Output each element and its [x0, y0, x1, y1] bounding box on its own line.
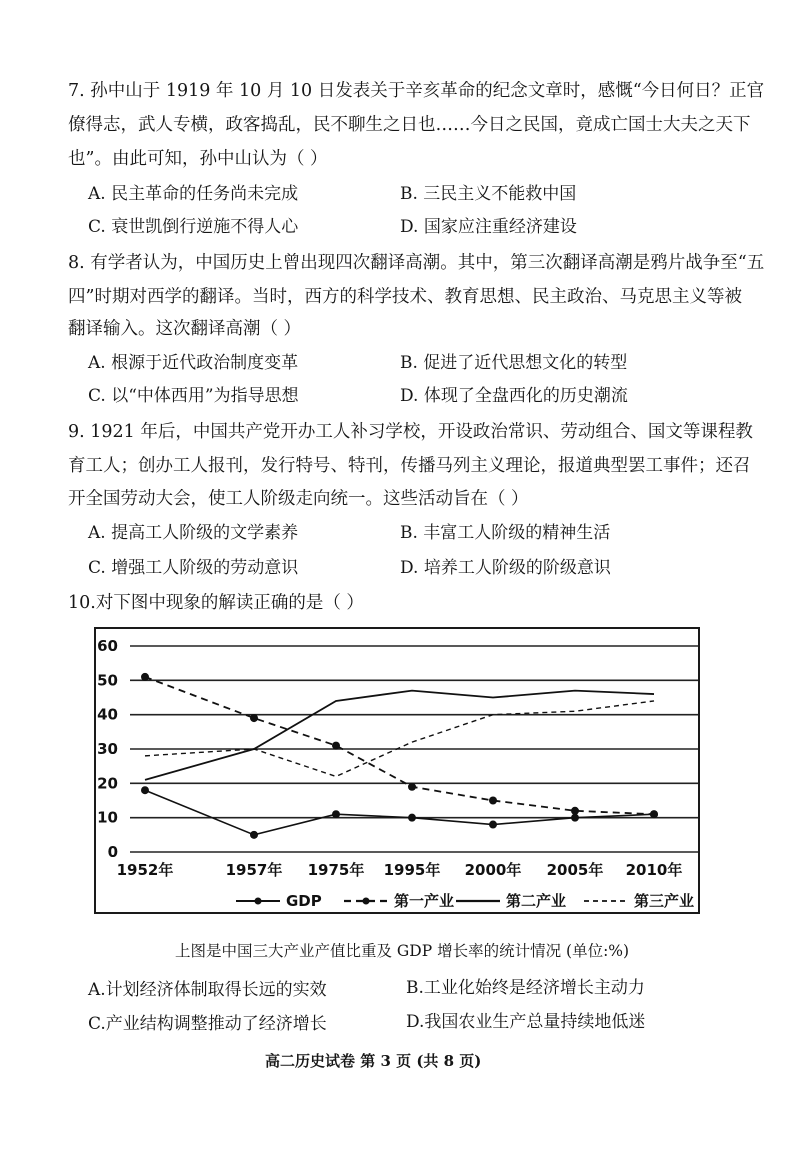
x-tick-label: 1975年	[307, 861, 365, 879]
q7-stem-line-1: 7. 孙中山于 1919 年 10 月 10 日发表关于辛亥革命的纪念文章时，感慨“今日何日？正官	[68, 81, 765, 101]
q9-option-b[interactable]: B. 丰富工人阶级的精神生活	[400, 523, 611, 543]
q9-stem-line-3: 开全国劳动大会，使工人阶级走向统一。这些活动旨在（ ）	[68, 489, 529, 509]
q10-option-c[interactable]: C.产业结构调整推动了经济增长	[88, 1014, 327, 1034]
legend-label-1: GDP	[286, 892, 322, 910]
legend-label-2: 第一产业	[394, 892, 455, 910]
legend-marker-1	[255, 898, 262, 905]
series-line-3	[145, 691, 654, 780]
industry-chart	[94, 627, 700, 914]
q9-stem-line-2: 育工人；创办工人报刊，发行特号、特刊，传播马列主义理论，报道典型罢工事件；还召	[68, 456, 751, 476]
page-footer: 高二历史试卷 第 3 页 (共 8 页)	[265, 1052, 482, 1070]
series-2-point	[141, 673, 149, 681]
chart-series	[141, 673, 658, 839]
q10-option-a[interactable]: A.计划经济体制取得长远的实效	[88, 980, 327, 1000]
series-1-point	[250, 831, 258, 839]
x-tick-label: 1957年	[225, 861, 283, 879]
chart-legend	[236, 892, 694, 910]
legend-label-3: 第二产业	[506, 892, 567, 910]
series-2-point	[650, 810, 658, 818]
y-tick-label: 40	[97, 705, 118, 724]
q7-stem-line-2: 僚得志，武人专横，政客捣乱，民不聊生之日也……今日之民国，竟成亡国士大夫之天下	[68, 115, 751, 135]
x-tick-label: 2010年	[625, 861, 683, 879]
q8-option-d[interactable]: D. 体现了全盘西化的历史潮流	[400, 386, 628, 406]
q8-stem-line-1: 8. 有学者认为，中国历史上曾出现四次翻译高潮。其中，第三次翻译高潮是鸦片战争至“五	[68, 253, 765, 273]
x-tick-labels	[117, 861, 683, 879]
legend-label-4: 第三产业	[634, 892, 695, 910]
series-1-point	[332, 810, 340, 818]
y-tick-label: 0	[107, 843, 118, 861]
q7-option-a[interactable]: A. 民主革命的任务尚未完成	[88, 184, 299, 204]
series-line-4	[145, 701, 654, 777]
q10-option-d[interactable]: D.我国农业生产总量持续地低迷	[406, 1012, 646, 1032]
q8-option-c[interactable]: C. 以“中体西用”为指导思想	[88, 386, 299, 406]
q8-option-b[interactable]: B. 促进了近代思想文化的转型	[400, 353, 628, 373]
q7-option-b[interactable]: B. 三民主义不能救中国	[400, 184, 577, 204]
series-2-point	[408, 783, 416, 791]
q8-stem-line-2: 四”时期对西学的翻译。当时，西方的科学技术、教育思想、民主政治、马克思主义等被	[68, 287, 742, 307]
x-tick-label: 2000年	[464, 861, 522, 879]
y-tick-label: 20	[97, 774, 118, 793]
series-2-point	[332, 742, 340, 750]
q7-option-c[interactable]: C. 衰世凯倒行逆施不得人心	[88, 217, 299, 237]
series-2-point	[571, 807, 579, 815]
y-tick-label: 10	[97, 808, 118, 827]
series-line-2	[145, 677, 654, 814]
series-2-point	[250, 714, 258, 722]
series-1-point	[489, 821, 497, 829]
series-1-point	[571, 814, 579, 822]
series-2-point	[489, 797, 497, 805]
x-tick-label: 1952年	[116, 861, 174, 879]
y-tick-label: 30	[97, 740, 118, 758]
q8-option-a[interactable]: A. 根源于近代政治制度变革	[88, 353, 299, 373]
q9-option-a[interactable]: A. 提高工人阶级的文学素养	[88, 523, 299, 543]
q7-option-d[interactable]: D. 国家应注重经济建设	[400, 217, 577, 237]
q10-option-b[interactable]: B.工业化始终是经济增长主动力	[406, 978, 645, 998]
y-tick-labels	[97, 637, 118, 861]
y-tick-label: 50	[97, 671, 118, 690]
series-1-point	[141, 786, 149, 794]
x-tick-label: 1995年	[383, 861, 441, 879]
q9-option-d[interactable]: D. 培养工人阶级的阶级意识	[400, 558, 611, 578]
q8-stem-line-3: 翻译输入。这次翻译高潮（ ）	[68, 319, 302, 339]
x-tick-label: 2005年	[546, 861, 604, 879]
chart-caption: 上图是中国三大产业产值比重及 GDP 增长率的统计情况 (单位:%)	[175, 942, 630, 960]
q7-stem-line-3: 也”。由此可知，孙中山认为（ ）	[68, 149, 328, 169]
chart-svg	[96, 629, 698, 912]
series-1-point	[408, 814, 416, 822]
q10-stem: 10.对下图中现象的解读正确的是（ ）	[68, 593, 364, 613]
y-tick-label: 60	[97, 637, 118, 655]
legend-marker-2	[363, 898, 370, 905]
q9-stem-line-1: 9. 1921 年后，中国共产党开办工人补习学校，开设政治常识、劳动组合、国文等课程教	[68, 422, 753, 442]
q9-option-c[interactable]: C. 增强工人阶级的劳动意识	[88, 558, 299, 578]
